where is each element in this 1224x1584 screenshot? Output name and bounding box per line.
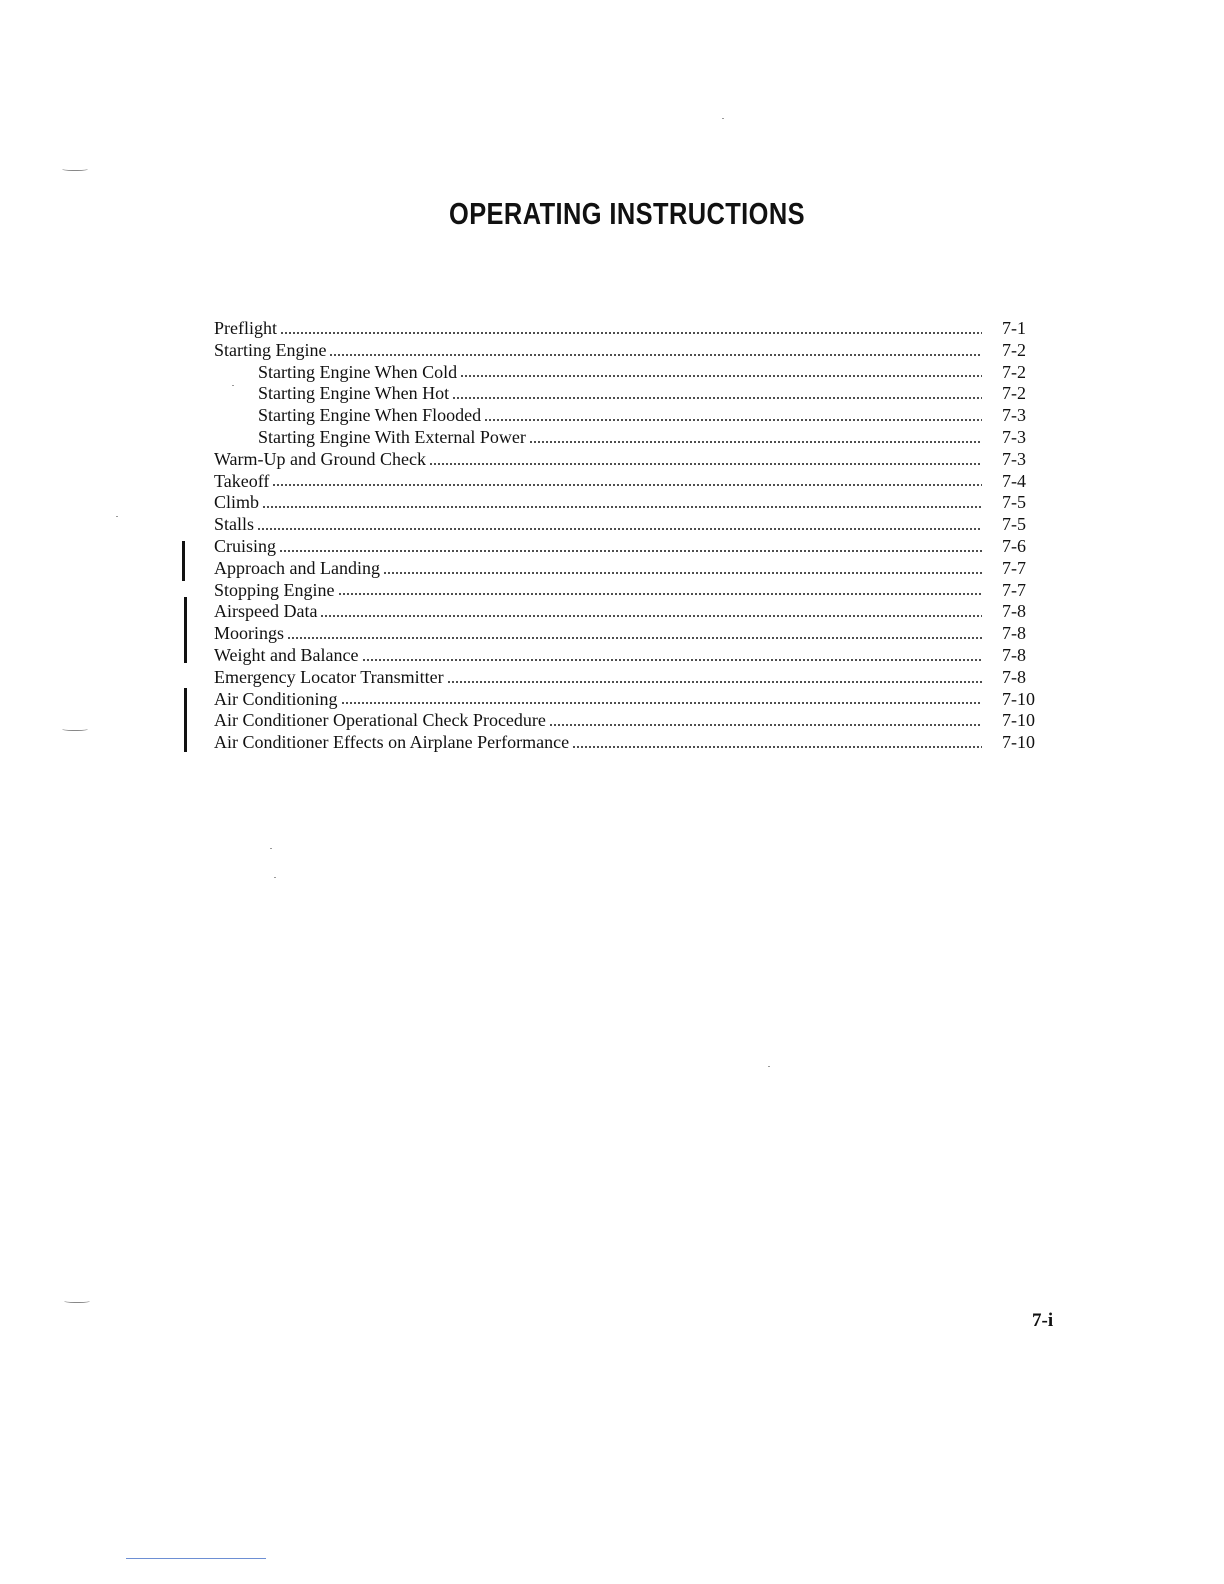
toc-entry-page: 7-8: [1002, 644, 1026, 665]
toc-entry: [214, 427, 1044, 449]
scan-speck: [116, 516, 118, 517]
dot-leader: [280, 332, 982, 334]
revision-bar: [184, 597, 187, 663]
toc-entry-page: 7-5: [1002, 514, 1026, 535]
toc-entry: [214, 340, 1044, 362]
toc-entry-page: 7-2: [1002, 361, 1026, 382]
toc-entry-page: 7-7: [1002, 557, 1026, 578]
toc-entry-title: Air Conditioner Operational Check Procedure: [214, 710, 546, 731]
toc-entry-title: Cruising: [214, 535, 277, 556]
toc-entry-title: Approach and Landing: [214, 557, 380, 578]
toc-entry-title: Starting Engine When Hot: [258, 383, 450, 404]
toc-entry: [214, 318, 1044, 340]
dot-leader: [338, 593, 983, 595]
dot-leader: [329, 354, 982, 356]
toc-entry: [214, 492, 1044, 514]
toc-entry-page: 7-8: [1002, 601, 1026, 622]
dot-leader: [257, 528, 982, 530]
toc-entry-page: 7-3: [1002, 448, 1026, 469]
page-title: OPERATING INSTRUCTIONS: [449, 196, 805, 231]
dot-leader: [460, 375, 982, 377]
scan-speck: [722, 118, 724, 119]
scan-speck: [768, 1066, 770, 1067]
toc-entry-page: 7-7: [1002, 579, 1026, 600]
toc-entry-title: Starting Engine: [214, 339, 327, 360]
toc-entry-title: Airspeed Data: [214, 601, 318, 622]
scan-speck: [274, 877, 276, 878]
toc-entry-title: Air Conditioning: [214, 688, 338, 709]
revision-bar: [184, 688, 187, 752]
bottom-rule: [126, 1558, 266, 1559]
toc-entry: [214, 580, 1044, 602]
toc-entry-title: Warm-Up and Ground Check: [214, 448, 426, 469]
toc-entry-title: Climb: [214, 492, 260, 513]
scan-speck: [232, 385, 234, 386]
toc-entry: [214, 405, 1044, 427]
table-of-contents: [214, 318, 1044, 754]
dot-leader: [484, 419, 982, 421]
toc-entry-title: Moorings: [214, 623, 285, 644]
toc-entry: [214, 362, 1044, 384]
binder-hole-mark: [64, 1298, 90, 1303]
binder-hole-mark: [62, 726, 88, 731]
toc-entry-page: 7-1: [1002, 318, 1026, 338]
toc-entry-title: Preflight: [214, 318, 277, 338]
dot-leader: [262, 506, 982, 508]
dot-leader: [362, 659, 983, 661]
toc-entry-title: Stopping Engine: [214, 579, 335, 600]
dot-leader: [272, 484, 982, 486]
revision-bar: [182, 541, 185, 581]
toc-entry: [214, 645, 1044, 667]
toc-entry: [214, 601, 1044, 623]
scan-speck: [270, 848, 272, 849]
toc-entry-title: Starting Engine When Flooded: [258, 405, 482, 426]
toc-entry: [214, 710, 1044, 732]
toc-entry: [214, 558, 1044, 580]
toc-entry-page: 7-3: [1002, 405, 1026, 426]
toc-entry-page: 7-2: [1002, 383, 1026, 404]
toc-entry: [214, 536, 1044, 558]
dot-leader: [447, 681, 982, 683]
toc-entry: [214, 514, 1044, 536]
toc-entry-title: Starting Engine When Cold: [258, 361, 458, 382]
toc-entry-page: 7-10: [1002, 710, 1035, 731]
toc-entry-title: Takeoff: [214, 470, 270, 491]
toc-entry: [214, 732, 1044, 754]
toc-entry: [214, 383, 1044, 405]
dot-leader: [279, 550, 982, 552]
binder-hole-mark: [62, 166, 88, 171]
toc-entry: [214, 449, 1044, 471]
toc-entry-title: Stalls: [214, 514, 255, 535]
toc-entry: [214, 667, 1044, 689]
dot-leader: [341, 702, 982, 704]
toc-entry: [214, 623, 1044, 645]
toc-entry-title: Emergency Locator Transmitter: [214, 666, 444, 687]
toc-entry-page: 7-4: [1002, 470, 1026, 491]
toc-entry-page: 7-8: [1002, 623, 1026, 644]
dot-leader: [529, 441, 982, 443]
dot-leader: [549, 724, 982, 726]
toc-entry-page: 7-3: [1002, 426, 1026, 447]
dot-leader: [429, 463, 982, 465]
toc-entry-page: 7-5: [1002, 492, 1026, 513]
toc-entry-page: 7-2: [1002, 339, 1026, 360]
toc-entry-page: 7-8: [1002, 666, 1026, 687]
toc-entry-title: Weight and Balance: [214, 644, 359, 665]
dot-leader: [383, 572, 982, 574]
toc-entry-page: 7-6: [1002, 535, 1026, 556]
dot-leader: [452, 397, 982, 399]
toc-entry-title: Air Conditioner Effects on Airplane Performance: [214, 732, 570, 753]
dot-leader: [287, 637, 982, 639]
dot-leader: [572, 746, 982, 748]
dot-leader: [320, 615, 982, 617]
toc-entry-title: Starting Engine With External Power: [258, 426, 526, 447]
toc-entry-page: 7-10: [1002, 688, 1035, 709]
toc-entry: [214, 689, 1044, 711]
toc-entry-page: 7-10: [1002, 732, 1035, 753]
toc-entry: [214, 471, 1044, 493]
page-number: 7-i: [1032, 1310, 1054, 1331]
